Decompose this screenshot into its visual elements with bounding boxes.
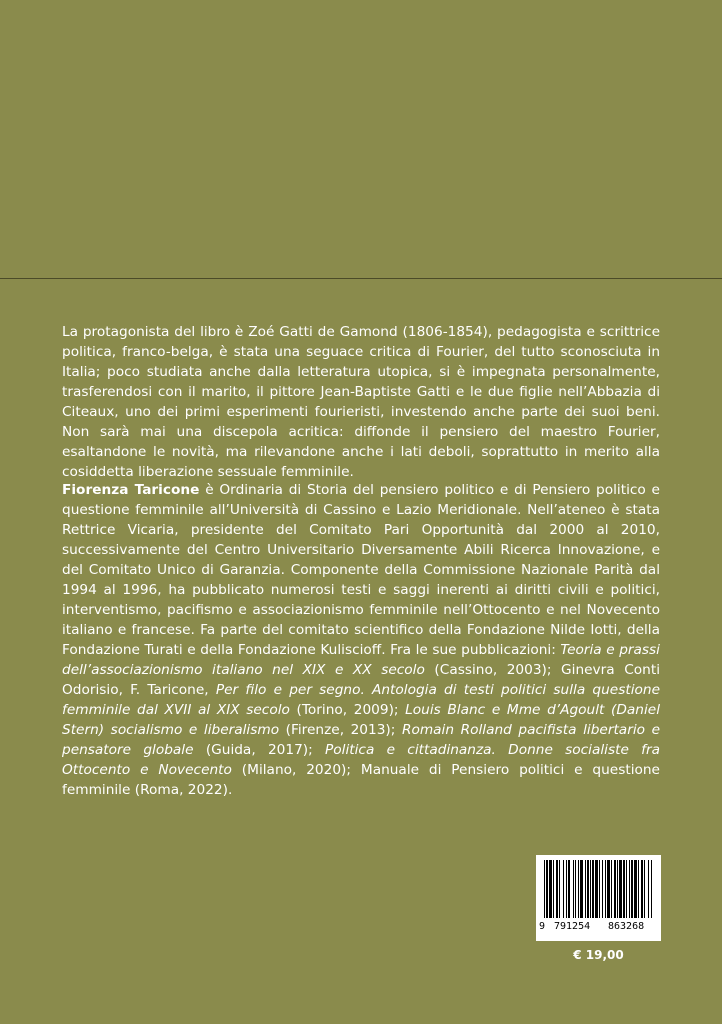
barcode-bar bbox=[634, 860, 637, 918]
barcode-bar bbox=[546, 860, 548, 918]
publication-title-2: Per filo e per segno. Antologia di testi politici sulla questione femminile dal XVII al XIX secolo bbox=[62, 682, 660, 718]
barcode-bar bbox=[556, 860, 558, 918]
bio-text-2: (Cassino, 2003); Ginevra Conti Odorisio, F. Taricone, bbox=[62, 662, 660, 698]
barcode-bar bbox=[641, 860, 643, 918]
barcode-bar bbox=[544, 860, 545, 918]
barcode-bar bbox=[590, 860, 591, 918]
barcode-bar bbox=[578, 860, 579, 918]
bio-text-6: (Milano, 2020); Manuale di Pensiero politici e questione femminile (Roma, 2022). bbox=[62, 762, 660, 798]
barcode-bar bbox=[605, 860, 606, 918]
bio-text-1: è Ordinaria di Storia del pensiero politico e di Pensiero politico e questione femminile all’Università di Cassino e Lazio Meridionale. Nell’ateneo è stata Rettrice Vicaria, presidente del Comitato Pari Opportunità dal 2000 al 2010, successivamente del Centro Universitario Diversamente Abili Ricerca Innovazione, e del Comitato Unico di Garanzia. Componente della Commissione Nazionale Parità dal 1994 al 1996, ha pubblicato numerosi testi e saggi inerenti ai diritti civili e politici, interventismo, pacifismo e associazionismo femminile nell’Ottocento e nel Novecento italiano e francese. Fa parte del comitato scientifico della Fondazione Nilde Iotti, della Fondazione Turati e della Fondazione Kuliscioff. Fra le sue pubblicazioni: bbox=[62, 482, 660, 658]
barcode-bar bbox=[563, 860, 564, 918]
publication-title-5: Politica e cittadinanza. Donne socialiste fra Ottocento e Novecento bbox=[62, 742, 660, 778]
barcode-bar bbox=[638, 860, 639, 918]
barcode-bar bbox=[559, 860, 560, 918]
barcode-bars bbox=[542, 860, 655, 918]
barcode-bar bbox=[619, 860, 622, 918]
barcode-bar bbox=[617, 860, 618, 918]
barcode-bar bbox=[611, 860, 612, 918]
barcode-bar bbox=[566, 860, 567, 918]
publication-title-3: Louis Blanc e Mme d’Agoult (Daniel Stern) socialismo e liberalismo bbox=[62, 702, 660, 738]
barcode-bar bbox=[607, 860, 610, 918]
barcode-bar bbox=[614, 860, 616, 918]
isbn-group-1: 791254 bbox=[554, 921, 591, 932]
barcode-bar bbox=[553, 860, 554, 918]
author-bio bbox=[62, 480, 660, 800]
barcode-bar bbox=[599, 860, 600, 918]
barcode-bar bbox=[580, 860, 583, 918]
barcode-bar bbox=[626, 860, 627, 918]
barcode-bar bbox=[587, 860, 589, 918]
barcode-bar bbox=[651, 860, 652, 918]
barcode-bar bbox=[573, 860, 574, 918]
barcode-bar bbox=[575, 860, 576, 918]
barcode-bar bbox=[585, 860, 586, 918]
isbn-group-2: 863268 bbox=[608, 921, 645, 932]
bio-text-5: (Guida, 2017); bbox=[193, 742, 326, 758]
bio-text-4: (Firenze, 2013); bbox=[279, 722, 402, 738]
barcode-bar bbox=[595, 860, 598, 918]
bio-text-3: (Torino, 2009); bbox=[289, 702, 406, 718]
barcode-bar bbox=[568, 860, 570, 918]
barcode-bar bbox=[602, 860, 603, 918]
barcode-bar bbox=[631, 860, 633, 918]
barcode-bar bbox=[648, 860, 649, 918]
isbn-number bbox=[536, 919, 661, 937]
publication-title-1: Teoria e prassi dell’associazionismo italiano nel XIX e XX secolo bbox=[62, 642, 660, 678]
price-label: € 19,00 bbox=[573, 948, 624, 962]
barcode-bar bbox=[549, 860, 552, 918]
isbn-barcode bbox=[536, 855, 661, 941]
barcode-bar bbox=[644, 860, 645, 918]
publication-title-4: Romain Rolland pacifista libertario e pensatore globale bbox=[62, 722, 660, 758]
isbn-prefix: 9 bbox=[539, 921, 546, 932]
barcode-bar bbox=[629, 860, 630, 918]
author-name: Fiorenza Taricone bbox=[62, 482, 200, 498]
barcode-bar bbox=[592, 860, 594, 918]
horizontal-divider bbox=[0, 278, 722, 279]
book-description: La protagonista del libro è Zoé Gatti de Gamond (1806-1854), pedagogista e scrittrice politica, franco-belga, è stata una seguace critica di Fourier, del tutto sconosciuta in Italia; poco studiata anche dalla letteratura utopica, si è impegnata personalmente, trasferendosi con il marito, il pittore Jean-Baptiste Gatti e le due figlie nell’Abbazia di Citeaux, uno dei primi esperimenti fourieristi, investendo anche parte dei suoi beni. Non sarà mai una discepola acritica: diffonde il pensiero del maestro Fourier, esaltandone le novità, ma rilevandone anche i lati deboli, soprattutto in merito alla cosiddetta liberazione sessuale femminile. bbox=[62, 324, 660, 480]
barcode-bar bbox=[623, 860, 625, 918]
